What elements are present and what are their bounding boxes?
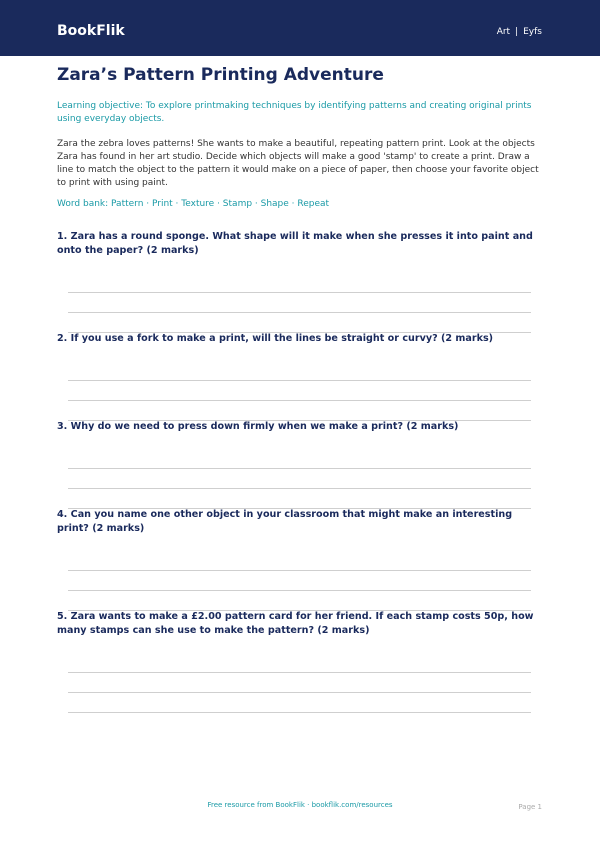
answer-line[interactable] xyxy=(68,488,531,489)
answer-line[interactable] xyxy=(68,692,531,693)
question-3: 3. Why do we need to press down firmly when we make a print? (2 marks) xyxy=(57,421,459,432)
question-5: 5. Zara wants to make a £2.00 pattern card for her friend. If each stamp costs 50p, how many stamps can she use to make the pattern? (2 marks) xyxy=(57,611,534,636)
answer-line[interactable] xyxy=(68,380,531,381)
question-2: 2. If you use a fork to make a print, will the lines be straight or curvy? (2 marks) xyxy=(57,333,494,344)
page-number: Page 1 xyxy=(518,803,542,811)
level-label: Eyfs xyxy=(523,27,542,37)
header-bar xyxy=(0,0,600,56)
subject-level xyxy=(497,27,542,37)
separator: | xyxy=(515,27,519,37)
answer-line[interactable] xyxy=(68,672,531,673)
question-4: 4. Can you name one other object in your classroom that might make an interesting print? (2 marks) xyxy=(57,509,513,534)
question-1: 1. Zara has a round sponge. What shape will it make when she presses it into paint and onto the paper? (2 marks) xyxy=(57,231,533,256)
learning-objective: Learning objective: To explore printmaking techniques by identifying patterns and creating original prints using everyday objects. xyxy=(57,101,532,124)
answer-line[interactable] xyxy=(68,712,531,713)
answer-line[interactable] xyxy=(68,590,531,591)
answer-line[interactable] xyxy=(68,400,531,401)
page-title: Zara’s Pattern Printing Adventure xyxy=(57,65,384,85)
footer-credit: Free resource from BookFlik · bookflik.com/resources xyxy=(207,801,393,809)
subject-label: Art xyxy=(496,27,511,37)
answer-line[interactable] xyxy=(68,468,531,469)
brand-logo-text: BookFlik xyxy=(57,23,125,39)
answer-line[interactable] xyxy=(68,292,531,293)
answer-line[interactable] xyxy=(68,312,531,313)
intro-paragraph: Zara the zebra loves patterns! She wants to make a beautiful, repeating pattern print. Look at the objects Zara has found in her art studio. Decide which objects will make a good 'stamp' to create a print. Draw a line to match the object to the pattern it would make on a piece of paper, then choose your favorite object to print with using paint. xyxy=(57,139,539,188)
answer-line[interactable] xyxy=(68,570,531,571)
word-bank: Word bank: Pattern · Print · Texture · Stamp · Shape · Repeat xyxy=(57,199,330,209)
